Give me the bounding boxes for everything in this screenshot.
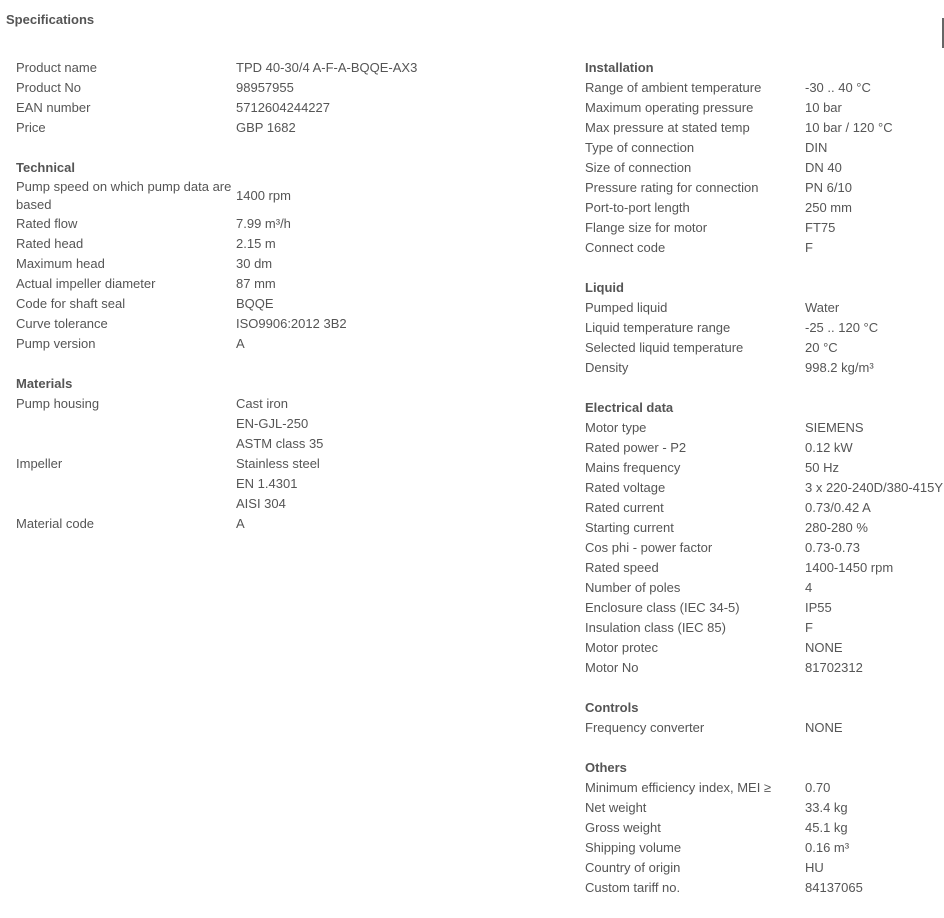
spec-row: [585, 358, 944, 378]
spec-value-line: ASTM class 35: [236, 436, 324, 451]
spec-label: Gross weight: [585, 820, 661, 835]
spec-row: [585, 818, 944, 838]
spec-value: 2.15 m: [236, 236, 276, 251]
spec-value: 4: [805, 580, 813, 595]
spec-label: Starting current: [585, 520, 674, 535]
spec-row: [585, 798, 944, 818]
spec-value: A: [236, 336, 245, 351]
spec-value: 10 bar: [805, 100, 842, 115]
spec-value: NONE: [805, 640, 843, 655]
others-section: [585, 758, 944, 898]
spec-label: Rated head: [16, 236, 84, 251]
spec-value: SIEMENS: [805, 420, 864, 435]
spec-value: 50 Hz: [805, 460, 839, 475]
spec-label: Net weight: [585, 800, 647, 815]
spec-label: Rated speed: [585, 560, 659, 575]
spec-row: [585, 118, 944, 138]
spec-value-line: EN-GJL-250: [236, 416, 309, 431]
spec-value: 998.2 kg/m³: [805, 360, 874, 375]
spec-label: Range of ambient temperature: [585, 80, 762, 95]
section-title: Others: [585, 760, 627, 775]
spec-row: [585, 478, 944, 498]
spec-row: [585, 218, 944, 238]
spec-value: 3 x 220-240D/380-415Y: [805, 480, 944, 495]
spec-row: [585, 438, 944, 458]
spec-row: [16, 294, 556, 314]
spec-row: [585, 318, 944, 338]
spec-row: [585, 658, 944, 678]
spec-row: [16, 514, 556, 534]
spec-row: [585, 138, 944, 158]
spec-label: Selected liquid temperature: [585, 340, 744, 355]
spec-label: Rated flow: [16, 216, 78, 231]
spec-label: Maximum operating pressure: [585, 100, 754, 115]
spec-row: [585, 498, 944, 518]
spec-row: [585, 338, 944, 358]
spec-label: EAN number: [16, 100, 91, 115]
spec-row: [16, 314, 556, 334]
installation-section: [585, 58, 944, 258]
spec-label: Curve tolerance: [16, 316, 108, 331]
section-title: Controls: [585, 700, 639, 715]
spec-label: Mains frequency: [585, 460, 681, 475]
spec-value-line: EN 1.4301: [236, 476, 298, 491]
right-column: [585, 58, 944, 918]
motor-no-link[interactable]: 81702312: [805, 660, 863, 675]
spec-value: ISO9906:2012 3B2: [236, 316, 347, 331]
spec-label: Flange size for motor: [585, 220, 708, 235]
spec-value: 1400 rpm: [236, 188, 291, 203]
spec-label: Motor type: [585, 420, 647, 435]
spec-value: 0.70: [805, 780, 831, 795]
spec-value: TPD 40-30/4 A-F-A-BQQE-AX3: [236, 60, 418, 75]
spec-value: 0.73-0.73: [805, 540, 860, 555]
section-title: Electrical data: [585, 400, 674, 415]
spec-row: [585, 238, 944, 258]
spec-row: [16, 118, 556, 138]
spec-value: 30 dm: [236, 256, 273, 271]
spec-label: Minimum efficiency index, MEI ≥: [585, 780, 772, 795]
spec-value: NONE: [805, 720, 843, 735]
spec-label: Connect code: [585, 240, 666, 255]
spec-row: [585, 78, 944, 98]
spec-row: [16, 234, 556, 254]
spec-label: Pump housing: [16, 396, 100, 411]
spec-value: 84137065: [805, 880, 863, 895]
spec-value: BQQE: [236, 296, 274, 311]
spec-label: Pumped liquid: [585, 300, 668, 315]
general-section: [16, 58, 556, 138]
spec-value: 98957955: [236, 80, 294, 95]
spec-value: 0.16 m³: [805, 840, 850, 855]
spec-label: Pump version: [16, 336, 96, 351]
left-column: [16, 58, 556, 554]
spec-row: [585, 558, 944, 578]
spec-label: Size of connection: [585, 160, 692, 175]
spec-row: [16, 254, 556, 274]
spec-value: 0.73/0.42 A: [805, 500, 871, 515]
spec-value: 20 °C: [805, 340, 838, 355]
spec-row: [16, 394, 556, 454]
page-title: Specifications: [6, 12, 95, 27]
spec-value: HU: [805, 860, 824, 875]
spec-value: F: [805, 240, 813, 255]
spec-value: 33.4 kg: [805, 800, 848, 815]
spec-label: Type of connection: [585, 140, 695, 155]
liquid-section: [585, 278, 944, 378]
spec-value: Water: [805, 300, 840, 315]
spec-row: [585, 158, 944, 178]
section-title: Technical: [16, 160, 76, 175]
spec-row: [16, 58, 556, 78]
spec-label: Custom tariff no.: [585, 880, 681, 895]
spec-value: F: [805, 620, 813, 635]
section-title: Liquid: [585, 280, 624, 295]
spec-value: FT75: [805, 220, 836, 235]
section-title: Materials: [16, 376, 73, 391]
spec-label: Actual impeller diameter: [16, 276, 156, 291]
spec-row: [16, 214, 556, 234]
spec-value-line: AISI 304: [236, 496, 286, 511]
spec-value: -25 .. 120 °C: [805, 320, 879, 335]
spec-label: Density: [585, 360, 629, 375]
spec-label: Number of poles: [585, 580, 681, 595]
spec-label: Product name: [16, 60, 97, 75]
spec-value: 87 mm: [236, 276, 276, 291]
spec-label: Frequency converter: [585, 720, 705, 735]
spec-row: [585, 198, 944, 218]
spec-label: Enclosure class (IEC 34-5): [585, 600, 740, 615]
section-title: Installation: [585, 60, 654, 75]
spec-value-line: Cast iron: [236, 396, 289, 411]
spec-label: Pump speed on which pump data are based: [16, 179, 232, 212]
spec-row: [585, 718, 944, 738]
spec-label: Pressure rating for connection: [585, 180, 759, 195]
spec-label: Maximum head: [16, 256, 105, 271]
spec-value: DIN: [805, 140, 828, 155]
materials-section: [16, 374, 556, 534]
spec-row: [16, 98, 556, 118]
spec-row: [585, 578, 944, 598]
spec-label: Price: [16, 120, 46, 135]
spec-row: [585, 458, 944, 478]
spec-row: [16, 334, 556, 354]
spec-label: Rated voltage: [585, 480, 666, 495]
spec-value-line: Stainless steel: [236, 456, 320, 471]
spec-row: [585, 878, 944, 898]
spec-value: GBP 1682: [236, 120, 296, 135]
technical-section: [16, 158, 556, 354]
controls-section: [585, 698, 944, 738]
spec-value: DN 40: [805, 160, 842, 175]
spec-label: Impeller: [16, 456, 63, 471]
spec-value: [236, 394, 323, 454]
spec-row: [16, 178, 556, 214]
spec-row: [585, 598, 944, 618]
spec-value: 45.1 kg: [805, 820, 848, 835]
spec-row: [585, 638, 944, 658]
spec-value: 280-280 %: [805, 520, 868, 535]
spec-label: Port-to-port length: [585, 200, 690, 215]
spec-row: [585, 538, 944, 558]
spec-label: Max pressure at stated temp: [585, 120, 750, 135]
spec-label: Material code: [16, 516, 95, 531]
spec-label: Cos phi - power factor: [585, 540, 713, 555]
spec-label: Liquid temperature range: [585, 320, 731, 335]
spec-row: [585, 618, 944, 638]
spec-label: Country of origin: [585, 860, 681, 875]
spec-row: [585, 98, 944, 118]
spec-row: [16, 454, 556, 514]
spec-row: [585, 518, 944, 538]
spec-row: [585, 838, 944, 858]
spec-label: Rated current: [585, 500, 664, 515]
spec-value: 10 bar / 120 °C: [805, 120, 893, 135]
spec-row: [585, 858, 944, 878]
spec-value: IP55: [805, 600, 832, 615]
spec-row: [585, 298, 944, 318]
spec-value: -30 .. 40 °C: [805, 80, 871, 95]
spec-value: 0.12 kW: [805, 440, 853, 455]
spec-label: Rated power - P2: [585, 440, 687, 455]
spec-value: [236, 454, 320, 514]
spec-row: [585, 418, 944, 438]
spec-value: 7.99 m³/h: [236, 216, 291, 231]
spec-value: PN 6/10: [805, 180, 852, 195]
spec-row: [16, 78, 556, 98]
electrical-section: [585, 398, 944, 678]
spec-value: 5712604244227: [236, 100, 330, 115]
spec-label: Motor protec: [585, 640, 658, 655]
spec-label: Insulation class (IEC 85): [585, 620, 726, 635]
spec-row: [585, 178, 944, 198]
spec-value: 250 mm: [805, 200, 852, 215]
spec-label: Shipping volume: [585, 840, 682, 855]
spec-label: Product No: [16, 80, 82, 95]
spec-label: Motor No: [585, 660, 639, 675]
spec-label: Code for shaft seal: [16, 296, 126, 311]
spec-row: [16, 274, 556, 294]
spec-value: A: [236, 516, 245, 531]
spec-row: [585, 778, 944, 798]
spec-value: 1400-1450 rpm: [805, 560, 894, 575]
